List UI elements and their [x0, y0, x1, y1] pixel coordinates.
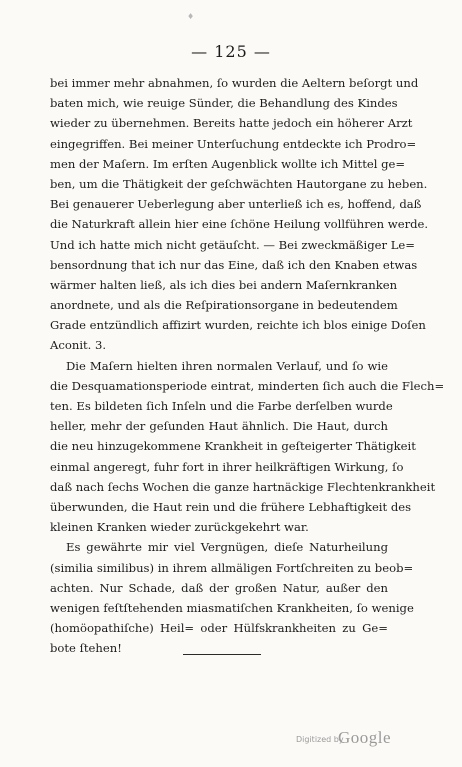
text-line: wenigen feſtſtehenden miasmatiſchen Krankheiten, ſo wenige — [50, 600, 414, 615]
text-line: (similia similibus) in ihrem allmäligen Fortſchreiten zu beob= — [50, 560, 414, 575]
text-line: Aconit. 3. — [50, 338, 107, 353]
text-line: achten. Nur Schade, daß der großen Natur, außer den — [50, 580, 388, 595]
text-line: daß nach ſechs Wochen die ganze hartnäckige Flechtenkrankheit — [50, 479, 436, 494]
text-line: Die Maſern hielten ihren normalen Verlauf, und ſo wie — [66, 358, 388, 373]
text-line: wieder zu übernehmen. Bereits hatte jedoch ein höherer Arzt — [50, 116, 413, 131]
text-line: bei immer mehr abnahmen, ſo wurden die Aeltern beſorgt und — [50, 76, 419, 90]
text-line: die neu hinzugekommene Krankheit in geſteigerter Thätigkeit — [50, 439, 416, 454]
google-watermark: Google — [338, 728, 392, 747]
text-line: die Desquamationsperiode eintrat, minderten ſich auch die Flech= — [50, 378, 445, 393]
text-line: baten mich, wie reuige Sünder, die Behandlung des Kindes — [50, 96, 398, 111]
text-line: ten. Es bildeten ſich Inſeln und die Farbe derſelben wurde — [50, 399, 393, 413]
text-line: kleinen Kranken wieder zurückgekehrt war. — [50, 520, 309, 535]
text-line: Es gewährte mir viel Vergnügen, dieſe Naturheilung — [66, 540, 388, 555]
body-text — [50, 73, 445, 658]
text-line: eingegriffen. Bei meiner Unterſuchung entdeckte ich Prodro= — [50, 136, 417, 151]
text-line: einmal angeregt, fuhr fort in ihrer heilkräftigen Wirkung, ſo — [50, 459, 404, 474]
text-line: bensordnung that ich nur das Eine, daß ich den Knaben etwas — [50, 257, 418, 272]
text-line: Bei genauerer Ueberlegung aber unterließ ich es, hoffend, daß — [50, 197, 422, 212]
text-line: Und ich hatte mich nicht getäuſcht. — Bei zweckmäßiger Le= — [50, 237, 415, 252]
text-line: anordnete, und als die Reſpirationsorgane in bedeutendem — [50, 298, 398, 313]
text-line: wärmer halten ließ, als ich dies bei andern Maſernkranken — [50, 277, 398, 292]
digitized-by-label: Digitized by — [296, 735, 344, 744]
text-line: Grade entzündlich affizirt wurden, reichte ich blos einige Doſen — [50, 318, 426, 333]
text-line: ben, um die Thätigkeit der geſchwächten Hautorgane zu heben. — [50, 176, 428, 191]
section-divider — [183, 654, 261, 655]
text-line: überwunden, die Haut rein und die frühere Lebhaftigkeit des — [50, 499, 412, 514]
text-line: bote ſtehen! — [50, 641, 122, 656]
page-number: — 125 — — [191, 42, 271, 61]
text-line: die Naturkraft allein hier eine ſchöne Heilung vollführen werde. — [50, 217, 429, 232]
text-line: men der Maſern. Im erſten Augenblick wollte ich Mittel ge= — [50, 156, 406, 171]
text-line: heller, mehr der geſunden Haut ähnlich. Die Haut, durch — [50, 419, 388, 434]
text-line: (homöopathiſche) Heil= oder Hülfskrankheiten zu Ge= — [50, 621, 388, 636]
top-mark: ♦ — [187, 12, 195, 21]
